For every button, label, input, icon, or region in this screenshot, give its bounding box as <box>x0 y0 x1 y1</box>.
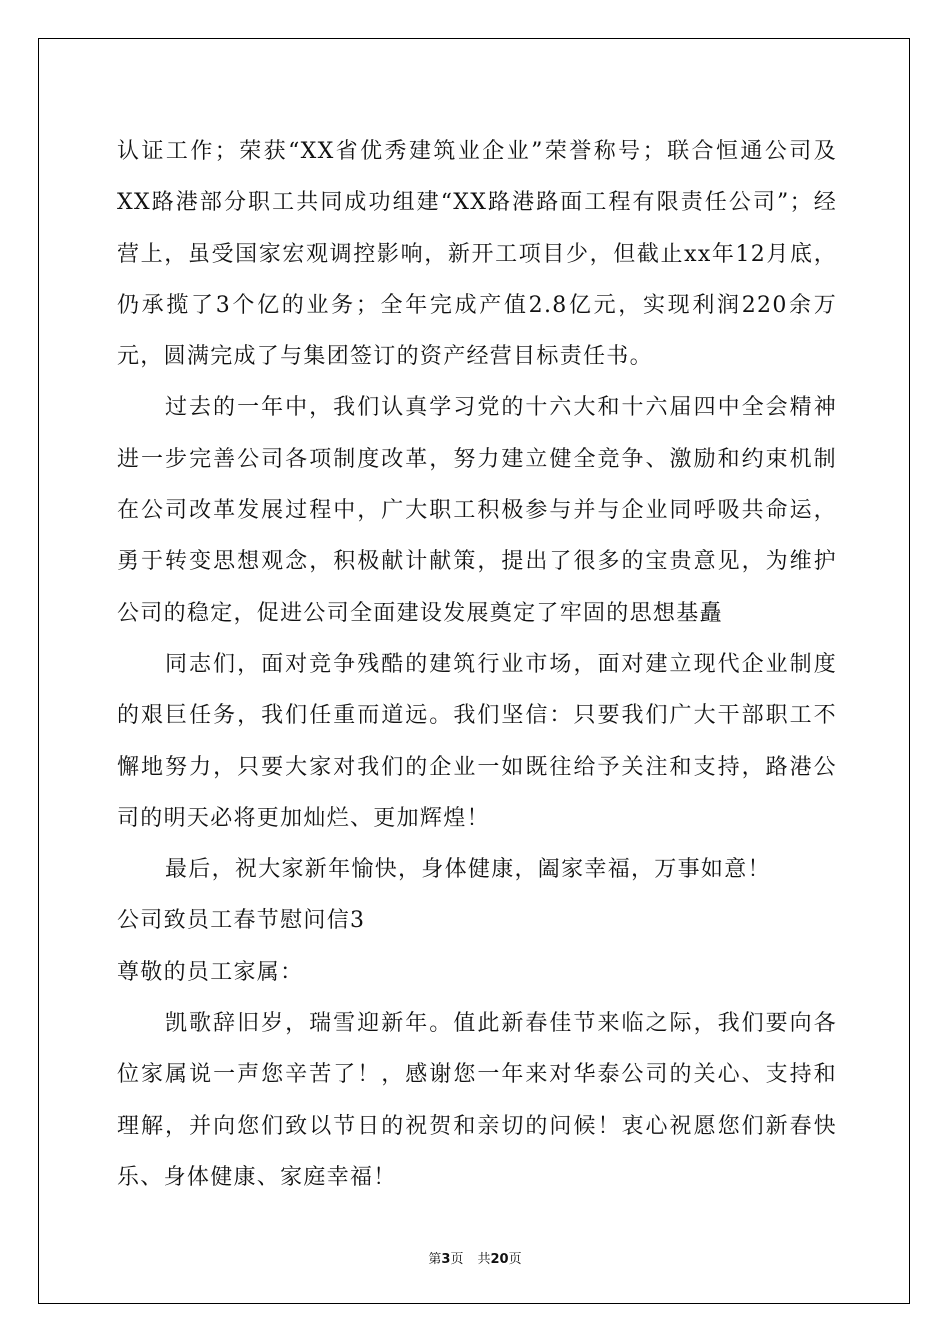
total-prefix: 共 <box>477 1252 491 1267</box>
salutation: 尊敬的员工家属： <box>117 959 304 985</box>
paragraph-4: 最后，祝大家新年愉快，身体健康，阖家幸福，万事如意！ <box>165 857 771 883</box>
page-prefix: 第 <box>428 1252 442 1267</box>
total-pages: 20 <box>490 1252 509 1267</box>
section-heading: 公司致员工春节慰问信3 <box>117 908 366 934</box>
paragraph-3: 同志们，面对竞争残酷的建筑行业市场，面对建立现代企业制度的艰巨任务，我们任重而道远。我们坚信：只要我们广大干部职工不懈地努力，只要大家对我们的企业一如既往给予关注和支持，路港公司的明天必将更加灿烂、更加辉煌！ <box>117 651 837 831</box>
paragraph-7: 凯歌辞旧岁，瑞雪迎新年。值此新春佳节来临之际，我们要向各位家属说一声您辛苦了！，感谢您一年来对华泰公司的关心、支持和理解，并向您们致以节日的祝贺和亲切的问候！衷心祝愿您们新春快乐、身体健康、家庭幸福！ <box>117 1011 837 1190</box>
paragraph-1: 认证工作；荣获“XX省优秀建筑业企业”荣誉称号；联合恒通公司及XX路港部分职工共同成功组建“XX路港路面工程有限责任公司”；经营上，虽受国家宏观调控影响，新开工项目少，但截止xx年12月底，仍承揽了3个亿的业务；全年完成产值2.8亿元，实现利润220余万元，圆满完成了与集团签订的资产经营目标责任书。 <box>117 139 837 370</box>
page-number: 3 <box>441 1252 451 1267</box>
paragraph-2: 过去的一年中，我们认真学习党的十六大和十六届四中全会精神进一步完善公司各项制度改革，努力建立健全竞争、激励和约束机制在公司改革发展过程中，广大职工积极参与并与企业同呼吸共命运，勇于转变思想观念，积极献计献策，提出了很多的宝贵意见，为维护公司的稳定，促进公司全面建设发展奠定了牢固的思想基矗 <box>117 395 837 626</box>
document-body <box>117 126 837 1203</box>
page-footer <box>0 1248 950 1267</box>
page-suffix: 页 <box>450 1252 464 1267</box>
total-suffix: 页 <box>508 1252 522 1267</box>
